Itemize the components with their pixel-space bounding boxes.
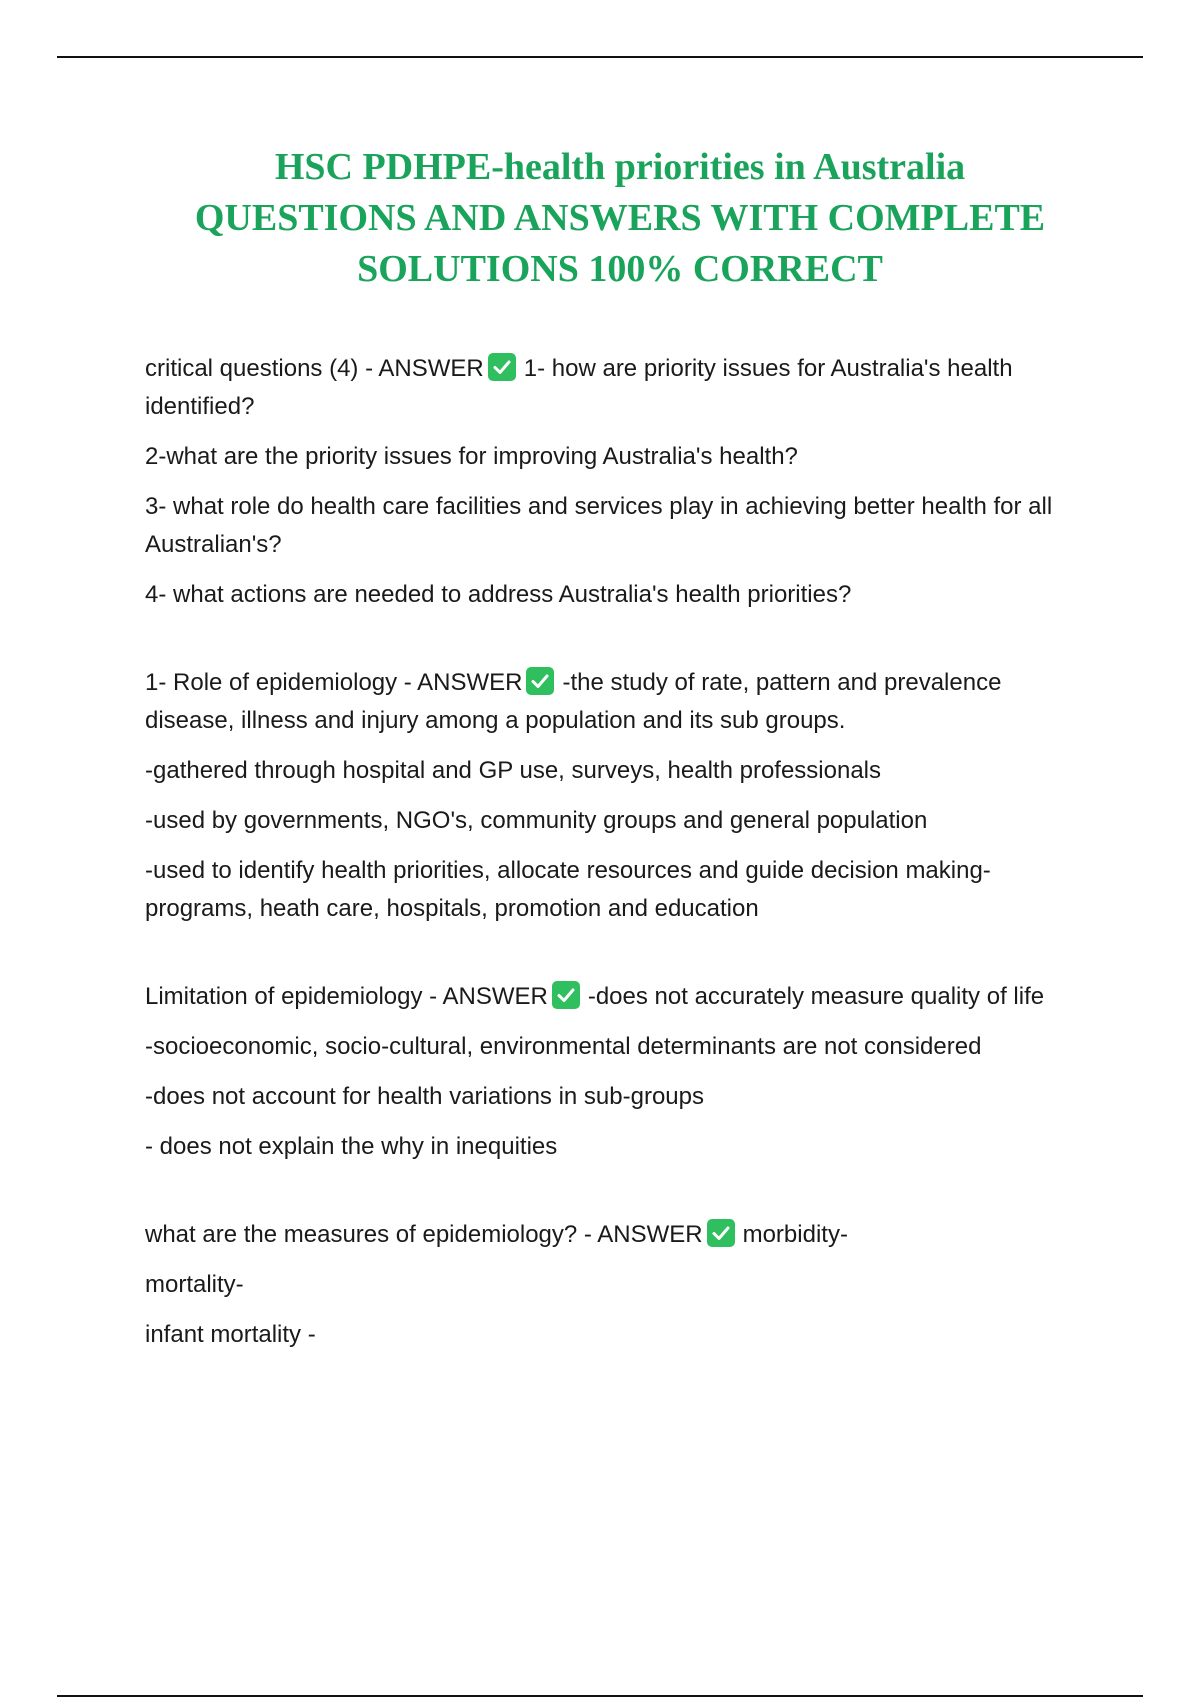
answer-line: -used by governments, NGO's, community groups and general population [145,807,928,834]
question-text: 1- Role of epidemiology - ANSWER [145,669,523,696]
document-title [100,142,1140,295]
title-line-1: HSC PDHPE-health priorities in Australia [274,146,966,188]
answer-line: -gathered through hospital and GP use, surveys, health professionals [145,757,882,784]
answer-line: infant mortality - [145,1321,316,1348]
title-line-2: QUESTIONS AND ANSWERS WITH COMPLETE [194,197,1046,239]
bottom-rule [57,1695,1143,1697]
answer-line: -used to identify health priorities, allocate resources and guide decision making- programs, heath care, hospitals, promotion and education [145,857,991,922]
qa-block-4 [145,1216,1085,1354]
qa-block-2 [145,664,1085,928]
answer-line: mortality- [145,1271,244,1298]
question-text: Limitation of epidemiology - ANSWER [145,983,548,1010]
answer-line: 4- what actions are needed to address Australia's health priorities? [145,581,852,608]
answer-line: -socioeconomic, socio-cultural, environmental determinants are not considered [145,1033,982,1060]
check-mark-icon [552,981,580,1009]
qa-block-1 [145,350,1085,614]
qa-question-line [145,350,1085,426]
qa-question-line [145,978,1085,1016]
check-mark-icon [488,353,516,381]
answer-text: 1- how are priority issues for Australia's health identified? [145,355,1013,420]
answer-line: 2-what are the priority issues for improving Australia's health? [145,443,798,470]
document-body [145,350,1085,1366]
answer-line: -does not account for health variations in sub-groups [145,1083,704,1110]
answer-text: -the study of rate, pattern and prevalence disease, illness and injury among a population and its sub groups. [145,669,1002,734]
answer-line: - does not explain the why in inequities [145,1133,558,1160]
title-line-3: SOLUTIONS 100% CORRECT [357,248,883,290]
question-text: what are the measures of epidemiology? - ANSWER [145,1221,703,1248]
check-mark-icon [707,1219,735,1247]
check-mark-icon [526,667,554,695]
answer-line: 3- what role do health care facilities and services play in achieving better health for all Australian's? [145,493,1053,558]
qa-question-line [145,664,1085,740]
answer-text: -does not accurately measure quality of life [587,983,1045,1010]
top-rule [57,56,1143,58]
qa-question-line [145,1216,1085,1254]
question-text: critical questions (4) - ANSWER [145,355,484,382]
qa-block-3 [145,978,1085,1166]
answer-text: morbidity- [742,1221,848,1248]
